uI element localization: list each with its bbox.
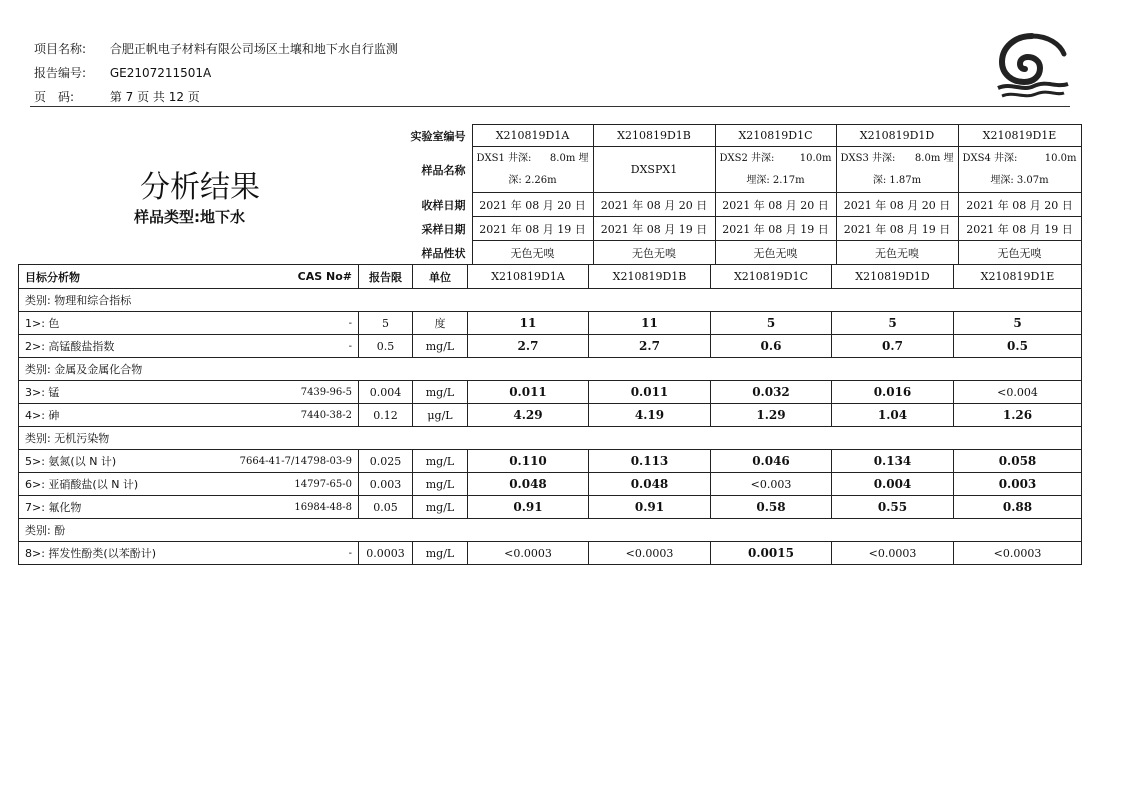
analyte-name: 8>: 挥发性酚类(以苯酚计) [19, 542, 191, 565]
result-value: 0.5 [954, 335, 1082, 358]
category-title: 类别: 物理和综合指标 [19, 289, 1082, 312]
result-value: 1.29 [711, 404, 832, 427]
category-row [19, 427, 1082, 450]
project-name-row [34, 40, 398, 57]
appearance-cell: 无色无嗅 [593, 241, 715, 265]
company-logo-icon [992, 28, 1072, 106]
result-value: 5 [954, 312, 1082, 335]
result-value: 1.26 [954, 404, 1082, 427]
analyte-row [19, 335, 1082, 358]
result-value: 0.003 [954, 473, 1082, 496]
result-value: 1.04 [832, 404, 954, 427]
result-value: 0.0015 [711, 542, 832, 565]
analyte-row [19, 404, 1082, 427]
result-value: 0.004 [832, 473, 954, 496]
result-value: 5 [832, 312, 954, 335]
analyte-name: 5>: 氨氮(以 N 计) [19, 450, 191, 473]
result-value: 0.011 [468, 381, 589, 404]
result-value: 0.113 [589, 450, 711, 473]
received-date-cell: 2021 年 08 月 20 日 [715, 193, 836, 217]
result-value: 0.7 [832, 335, 954, 358]
unit: mg/L [413, 496, 468, 519]
appearance-cell: 无色无嗅 [472, 241, 593, 265]
received-date-header: 收样日期 [421, 198, 466, 212]
sample-name-part: 10.0m [1044, 152, 1077, 164]
sample-name-part: 8.0m 埋 [549, 152, 589, 164]
cas-number: - [191, 335, 359, 358]
report-limit: 5 [359, 312, 413, 335]
analyte-header: 目标分析物 [19, 265, 191, 289]
cas-number: - [191, 542, 359, 565]
sample-name-part: 深: 2.26m [508, 174, 557, 186]
result-value: 0.88 [954, 496, 1082, 519]
category-title: 类别: 酚 [19, 519, 1082, 542]
result-value: 0.55 [832, 496, 954, 519]
report-number-row [34, 64, 211, 81]
sample-name-part: DXSPX1 [630, 162, 678, 176]
result-value: 0.91 [589, 496, 711, 519]
sampled-date-cell: 2021 年 08 月 19 日 [715, 217, 836, 241]
result-value: <0.004 [954, 381, 1082, 404]
sampled-date-cell: 2021 年 08 月 19 日 [836, 217, 958, 241]
page-number-row [34, 88, 200, 105]
category-row [19, 289, 1082, 312]
unit-header: 单位 [413, 265, 468, 289]
result-value: 0.046 [711, 450, 832, 473]
lab-number-cell: X210819D1C [715, 125, 836, 147]
sample-name-part: 埋深: 2.17m [746, 174, 805, 186]
analyte-name: 6>: 亚硝酸盐(以 N 计) [19, 473, 191, 496]
result-value: <0.0003 [832, 542, 954, 565]
lab-number-cell: X210819D1E [958, 125, 1081, 147]
page-number-label: 页 码: [34, 90, 75, 104]
sample-id-header: X210819D1A [468, 265, 589, 289]
cas-number: 7664-41-7/14798-03-9 [191, 450, 359, 473]
sample-name-part: DXS2 井深: [719, 152, 775, 164]
sample-id-header: X210819D1D [832, 265, 954, 289]
report-limit: 0.003 [359, 473, 413, 496]
lab-number-cell: X210819D1A [472, 125, 593, 147]
sample-name-part: 10.0m [799, 152, 832, 164]
result-value: 0.048 [468, 473, 589, 496]
result-value: <0.0003 [954, 542, 1082, 565]
cas-number: 7439-96-5 [191, 381, 359, 404]
analyte-name: 2>: 高锰酸盐指数 [19, 335, 191, 358]
results-table [18, 264, 1082, 565]
report-limit: 0.0003 [359, 542, 413, 565]
analyte-row [19, 542, 1082, 565]
result-value: 0.032 [711, 381, 832, 404]
sample-info-table [400, 124, 1082, 265]
sample-name-cell [958, 147, 1081, 193]
report-number-label: 报告编号: [34, 66, 87, 80]
result-value: 0.91 [468, 496, 589, 519]
result-value: 0.048 [589, 473, 711, 496]
result-value: 0.6 [711, 335, 832, 358]
results-body [19, 289, 1082, 565]
unit: 度 [413, 312, 468, 335]
sample-type-label: 样品类型: [134, 208, 200, 226]
results-header-row [19, 265, 1082, 289]
sample-name-cell [715, 147, 836, 193]
sample-name-header: 样品名称 [421, 163, 466, 177]
result-value: <0.0003 [589, 542, 711, 565]
cas-header: CAS No# [191, 265, 359, 289]
appearance-cell: 无色无嗅 [836, 241, 958, 265]
sample-name-cell [593, 147, 715, 193]
cas-number: 7440-38-2 [191, 404, 359, 427]
page-title: 分析结果 [140, 170, 260, 205]
result-value: 11 [589, 312, 711, 335]
cas-number: 16984-48-8 [191, 496, 359, 519]
analyte-row [19, 496, 1082, 519]
received-date-cell: 2021 年 08 月 20 日 [958, 193, 1081, 217]
cas-number: 14797-65-0 [191, 473, 359, 496]
appearance-header: 样品性状 [421, 246, 466, 260]
unit: μg/L [413, 404, 468, 427]
category-title: 类别: 无机污染物 [19, 427, 1082, 450]
result-value: 0.016 [832, 381, 954, 404]
sample-type-value: 地下水 [200, 208, 246, 226]
analyte-row [19, 312, 1082, 335]
sample-name-part: DXS3 井深: [840, 152, 896, 164]
sample-name-cell [836, 147, 958, 193]
analyte-row [19, 473, 1082, 496]
cas-number: - [191, 312, 359, 335]
report-limit: 0.004 [359, 381, 413, 404]
report-limit: 0.5 [359, 335, 413, 358]
sampled-date-cell: 2021 年 08 月 19 日 [958, 217, 1081, 241]
sample-name-part: 深: 1.87m [872, 174, 922, 186]
category-row [19, 358, 1082, 381]
unit: mg/L [413, 473, 468, 496]
report-limit: 0.12 [359, 404, 413, 427]
sample-name-cell [472, 147, 593, 193]
result-value: 4.19 [589, 404, 711, 427]
analyte-name: 7>: 氟化物 [19, 496, 191, 519]
received-date-cell: 2021 年 08 月 20 日 [593, 193, 715, 217]
unit: mg/L [413, 542, 468, 565]
project-name-value: 合肥正帆电子材料有限公司场区土壤和地下水自行监测 [109, 42, 398, 56]
result-value: 11 [468, 312, 589, 335]
received-date-cell: 2021 年 08 月 20 日 [472, 193, 593, 217]
project-name-label: 项目名称: [34, 42, 87, 56]
sampled-date-header: 采样日期 [421, 222, 466, 236]
sample-name-part: 8.0m 埋 [914, 152, 954, 164]
sample-id-header: X210819D1C [711, 265, 832, 289]
result-value: 2.7 [468, 335, 589, 358]
sample-name-row [400, 147, 1081, 193]
analyte-row [19, 381, 1082, 404]
sampled-date-cell: 2021 年 08 月 19 日 [593, 217, 715, 241]
header-divider [30, 106, 1070, 107]
analyte-name: 3>: 锰 [19, 381, 191, 404]
lab-number-row [400, 125, 1081, 147]
sample-name-part: DXS1 井深: [476, 152, 532, 164]
report-limit: 0.05 [359, 496, 413, 519]
lab-number-header: 实验室编号 [410, 129, 466, 143]
sample-name-part: DXS4 井深: [962, 152, 1018, 164]
result-value: 5 [711, 312, 832, 335]
result-value: 0.58 [711, 496, 832, 519]
appearance-row [400, 241, 1081, 265]
sample-id-header: X210819D1B [589, 265, 711, 289]
sampled-date-row [400, 217, 1081, 241]
lab-number-cell: X210819D1B [593, 125, 715, 147]
result-value: <0.003 [711, 473, 832, 496]
result-value: 0.134 [832, 450, 954, 473]
analyte-row [19, 450, 1082, 473]
sample-type [134, 206, 245, 227]
result-value: 0.110 [468, 450, 589, 473]
result-value: 2.7 [589, 335, 711, 358]
report-number-value: GE2107211501A [109, 66, 212, 80]
appearance-cell: 无色无嗅 [715, 241, 836, 265]
sample-id-header: X210819D1E [954, 265, 1082, 289]
result-value: <0.0003 [468, 542, 589, 565]
unit: mg/L [413, 335, 468, 358]
received-date-row [400, 193, 1081, 217]
received-date-cell: 2021 年 08 月 20 日 [836, 193, 958, 217]
unit: mg/L [413, 381, 468, 404]
result-value: 0.058 [954, 450, 1082, 473]
analyte-name: 4>: 砷 [19, 404, 191, 427]
analyte-name: 1>: 色 [19, 312, 191, 335]
limit-header: 报告限 [359, 265, 413, 289]
page-number-value: 第 7 页 共 12 页 [109, 90, 200, 104]
unit: mg/L [413, 450, 468, 473]
category-title: 类别: 金属及金属化合物 [19, 358, 1082, 381]
report-limit: 0.025 [359, 450, 413, 473]
sampled-date-cell: 2021 年 08 月 19 日 [472, 217, 593, 241]
result-value: 4.29 [468, 404, 589, 427]
sample-name-part: 埋深: 3.07m [990, 174, 1049, 186]
result-value: 0.011 [589, 381, 711, 404]
lab-number-cell: X210819D1D [836, 125, 958, 147]
appearance-cell: 无色无嗅 [958, 241, 1081, 265]
category-row [19, 519, 1082, 542]
